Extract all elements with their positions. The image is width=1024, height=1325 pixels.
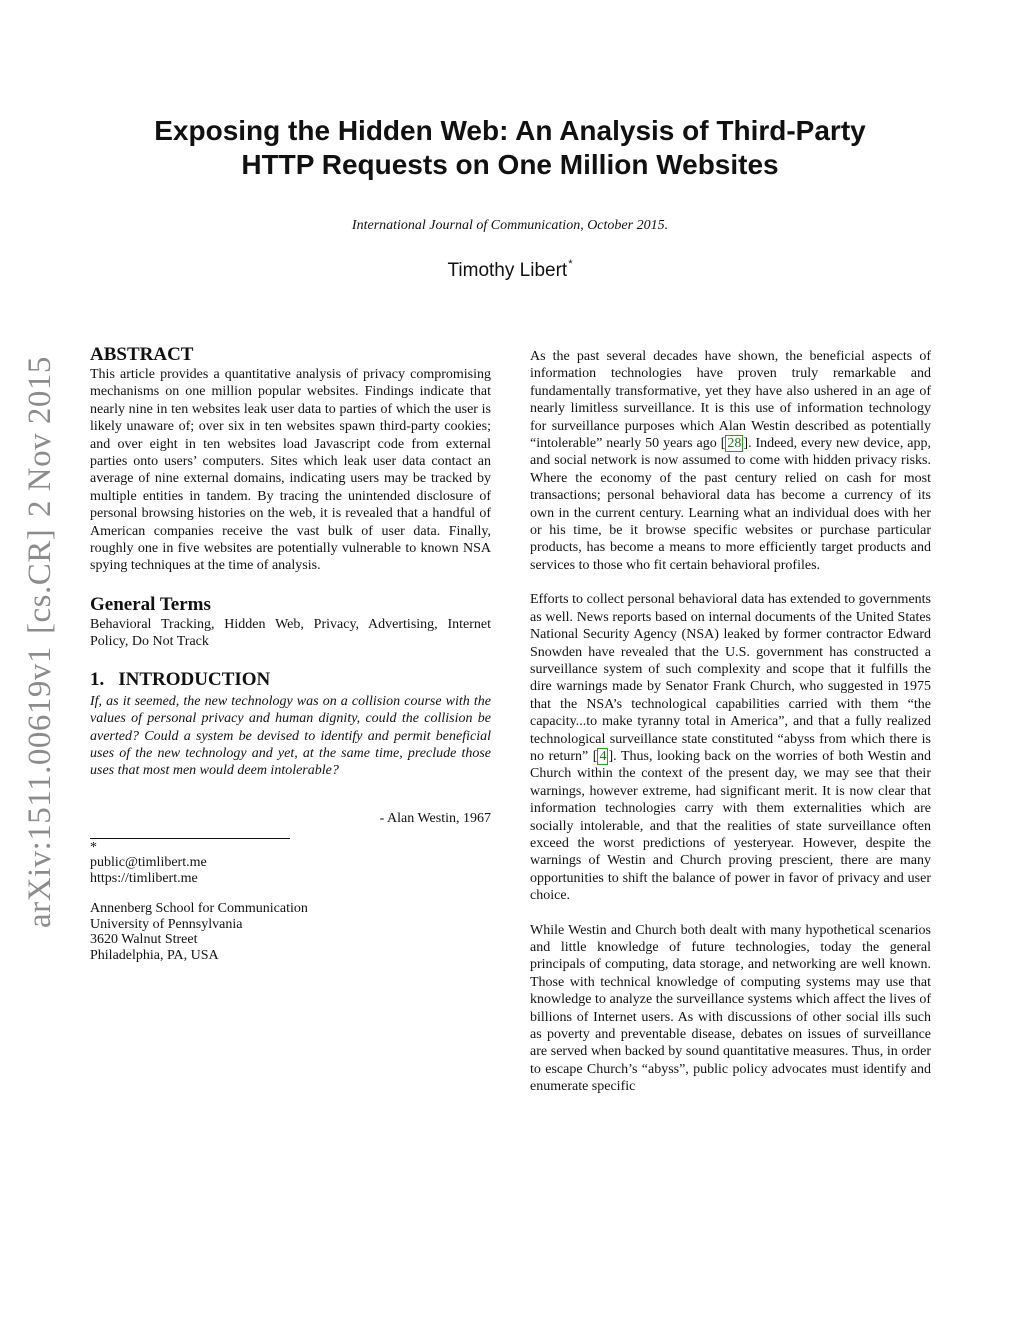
arxiv-id: arXiv:1511.00619v1 xyxy=(22,646,58,928)
general-terms-text: Behavioral Tracking, Hidden Web, Privacy, Advertising, Internet Policy, Do Not Track xyxy=(90,616,491,650)
introduction-heading xyxy=(90,669,491,691)
footnote-mark: * xyxy=(90,840,97,856)
section-title: INTRODUCTION xyxy=(118,668,271,690)
affiliation-line: Philadelphia, PA, USA xyxy=(90,947,219,963)
right-column xyxy=(530,348,931,1113)
author-text: Timothy Libert xyxy=(447,260,568,281)
affiliation-line: 3620 Walnut Street xyxy=(90,932,198,948)
section-number: 1. xyxy=(90,668,105,690)
footnote-rule xyxy=(90,838,290,839)
paragraph-text: As the past several decades have shown, the beneficial aspects of information technologies have proven truly remarkable and fundamentally transformative, yet they have also ushered in an age of nearly limitless surveillance. It is this use of information technology for surveillance purposes which Alan Westin described as potentially “intolerable” nearly 50 years ago xyxy=(530,349,931,452)
author-footnote-mark: * xyxy=(568,258,573,270)
general-terms-heading: General Terms xyxy=(90,593,211,615)
abstract-heading: ABSTRACT xyxy=(90,344,194,365)
intro-paragraph-1: As the past several decades have shown, the beneficial aspects of information technologies have proven truly remarkable and fundamentally transformative, yet they have also ushered in an age of nearly limitless surveillance. It is this use of information technology for surveillance purposes which Alan Westin described as potentially “intolerable” nearly 50 years ago [ 28 ]. Indeed, every new device, app, and social network is now assumed to come with hidden privacy risks. Where the economy of the past century relied on cash for most transactions; personal behavioral data has become a currency of its own in the current century. Learning what an individual does with her or his time, be it browse specific websites or purchase particular products, has become a means to more efficiently target products and services to those who fit certain behavioral profiles. xyxy=(530,349,931,573)
affiliation-line: Annenberg School for Communication xyxy=(90,901,308,917)
arxiv-date: 2 Nov 2015 xyxy=(22,356,58,517)
paragraph-text: Efforts to collect personal behavioral data has extended to governments as well. News reports based on internal documents of the United States National Security Agency (NSA) leaked by former contractor Edward Snowden have revealed that the U.S. government has constructed a surveillance system of such complexity and scope that it fulfills the dire warnings made by Senator Frank Church, who suggested in 1975 that the NSA’s technological capabilities carried with them “the capacity...to make tyranny total in America”, and that a fully realized technological surveillance state constituted “abyss from which there is no return” xyxy=(530,592,931,764)
affiliation-line: University of Pennsylvania xyxy=(90,916,243,932)
epigraph-quote: If, as it seemed, the new technology was on a collision course with the values of personal privacy and human dignity, could the collision be averted? Could a system be devised to identify and permit beneficial uses of the new technology and yet, at the same time, preclude those uses that most men would deem intolerable? xyxy=(90,693,491,779)
affiliation-block xyxy=(90,901,491,963)
arxiv-sidebar-stamp xyxy=(18,356,62,928)
epigraph-attribution: - Alan Westin, 1967 xyxy=(379,810,491,826)
footnote-email: public@timlibert.me xyxy=(90,855,207,871)
intro-paragraph-2: Efforts to collect personal behavioral data has extended to governments as well. News reports based on internal documents of the United States National Security Agency (NSA) leaked by former contractor Edward Snowden have revealed that the U.S. government has constructed a surveillance system of such complexity and scope that it fulfills the dire warnings made by Senator Frank Church, who suggested in 1975 that the NSA’s technological capabilities carried with them “the capacity...to make tyranny total in America”, and that a fully realized technological surveillance state constituted “abyss from which there is no return” [ 4 ]. Thus, looking back on the worries of both Westin and Church within the context of the present day, we may see that their warnings, however extreme, had significant merit. It is now clear that information technologies carry with them externalities which are socially intolerable, and that the realities of state surveillance often exceed the worst predictions of yesteryear. However, despite the warnings of Westin and Church proving prescient, there are many opportunities to shift the balance of power in favor of privacy and user choice. xyxy=(530,592,931,904)
paragraph-text: . Thus, looking back on the worries of both Westin and Church within the context of the present day, we may see that their warnings, however extreme, had significant merit. It is now clear that information technologies carry with them externalities which are socially intolerable, and that the realities of state surveillance often exceed the worst predictions of yesteryear. However, despite the warnings of Westin and Church proving prescient, there are many opportunities to shift the balance of power in favor of privacy and user choice. xyxy=(530,748,931,904)
citation-link[interactable]: 28 xyxy=(727,436,742,452)
paragraph-text: . Indeed, every new device, app, and social network is now assumed to come with hidden privacy risks. Where the economy of the past century relied on cash for most transactions; personal behavioral data has become a currency of its own in the current century. Learning what an individual does with her or his time, be it browse specific websites or purchase particular products, has become a means to more efficiently target products and services to those who fit certain behavioral profiles. xyxy=(530,436,931,573)
abstract-text: This article provides a quantitative analysis of privacy compromising mechanisms on one million popular websites. Findings indicate that nearly nine in ten websites leak user data to parties of which the user is likely unaware of; over six in ten websites spawn third-party cookies; and over eight in ten websites load Javascript code from external parties onto users’ computers. Sites which leak user data contact an average of nine external domains, indicating users may be tracked by multiple entities in tandem. By tracing the unintended disclosure of personal browsing histories on the web, it is revealed that a handful of American companies receive the vast bulk of user data. Finally, roughly one in five websites are potentially vulnerable to known NSA spying techniques at the time of analysis. xyxy=(90,367,491,574)
footnote-url: https://timlibert.me xyxy=(90,870,198,886)
title-line-2: HTTP Requests on One Million Websites xyxy=(241,149,779,180)
left-column xyxy=(90,344,491,963)
citation-link[interactable]: 4 xyxy=(599,748,607,764)
title-line-1: Exposing the Hidden Web: An Analysis of Third-Party xyxy=(154,115,866,146)
arxiv-category: [cs.CR] xyxy=(22,528,58,635)
intro-paragraph-3: While Westin and Church both dealt with many hypothetical scenarios and little knowledge of future technologies, today the general principals of computing, data storage, and networking are well known. Those with technical knowledge of computing systems may use that knowledge to analyze the surveillance systems which affect the lives of billions of Internet users. As with discussions of other social ills such as poverty and preventable disease, debates on issues of surveillance are served when backed by sound quantitative measures. Thus, in order to escape Church’s “abyss”, public policy advocates must identify and enumerate specific xyxy=(530,922,931,1095)
journal-line: International Journal of Communication, October 2015. xyxy=(351,218,669,233)
paper-title xyxy=(90,114,930,182)
author-name xyxy=(90,258,930,282)
